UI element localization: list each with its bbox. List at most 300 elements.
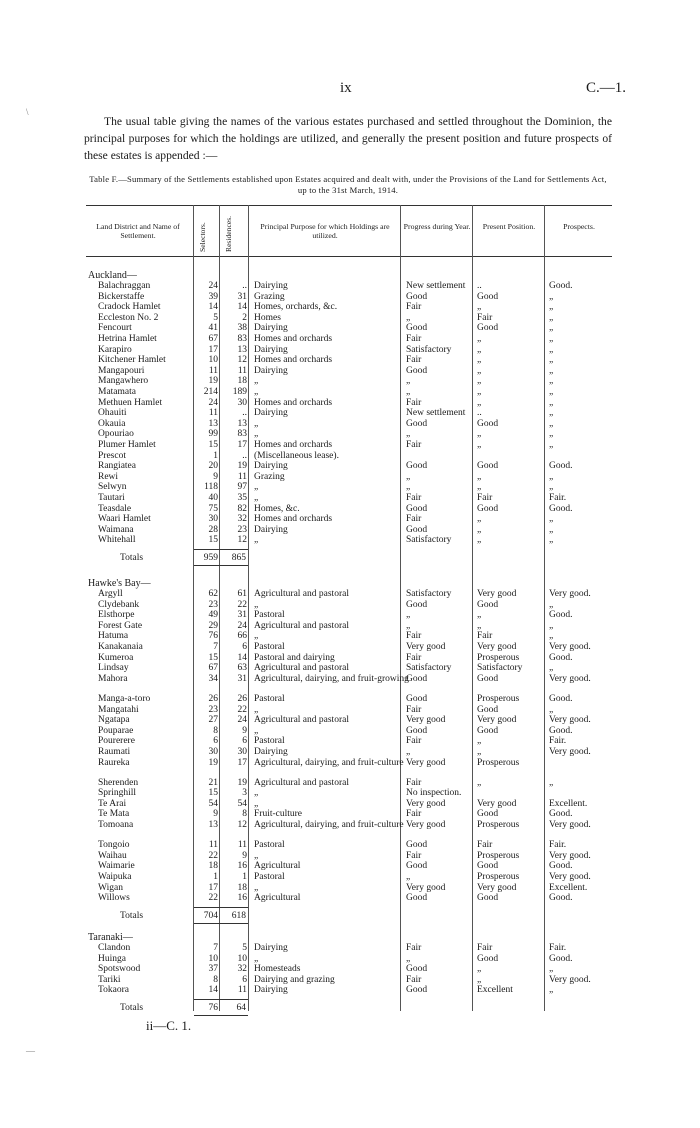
position: „	[477, 964, 482, 975]
col-head-purpose: Principal Purpose for which Holdings are utilized.	[260, 222, 390, 240]
prospects: „	[549, 620, 554, 631]
selectors-count: 23	[208, 599, 218, 610]
totals-rule	[194, 565, 248, 566]
prospects: „	[549, 323, 554, 334]
selectors-count: 23	[208, 704, 218, 715]
settlement-name: Hatuma	[98, 631, 129, 642]
purpose: „	[254, 725, 259, 736]
residences-count: 12	[237, 355, 247, 366]
residences-count: 30	[237, 397, 247, 408]
position: Fair	[477, 312, 493, 323]
progress: Fair	[406, 943, 422, 953]
selectors-count: 17	[208, 344, 218, 355]
purpose: Dairying	[254, 943, 288, 953]
progress: Good	[406, 599, 428, 610]
totals-label: Totals	[120, 553, 144, 563]
settlement-name: Ngatapa	[98, 715, 130, 726]
purpose: Dairying	[254, 365, 288, 376]
position: „	[477, 514, 482, 525]
purpose: „	[254, 704, 259, 715]
progress: Fair	[406, 850, 422, 861]
prospects: Very good.	[549, 715, 591, 726]
purpose: Agricultural and pastoral	[254, 777, 349, 788]
settlement-name: Fencourt	[98, 323, 132, 334]
totals-selectors: 76	[208, 1003, 218, 1013]
settlement-name: Teasdale	[98, 503, 132, 514]
selectors-count: 14	[208, 302, 218, 313]
settlement-name: Waipuka	[98, 872, 132, 883]
position: Good	[477, 953, 499, 964]
purpose: Pastoral and dairying	[254, 652, 335, 663]
residences-count: 13	[237, 344, 247, 355]
selectors-count: 30	[208, 746, 218, 757]
totals-label: Totals	[120, 910, 144, 921]
selectors-count: 15	[208, 652, 218, 663]
purpose: Homes	[254, 312, 281, 323]
rule-position	[472, 205, 473, 1011]
purpose: Pastoral	[254, 872, 285, 883]
residences-count: ..	[242, 281, 247, 291]
prospects: Fair.	[549, 840, 567, 851]
selectors-count: 54	[208, 798, 218, 809]
purpose: „	[254, 850, 259, 861]
settlement-name: Argyll	[98, 589, 123, 599]
progress: Satisfactory	[406, 344, 452, 355]
purpose: Homes, orchards, &c.	[254, 302, 338, 313]
settlement-name: Tomoana	[98, 820, 134, 831]
progress: „	[406, 312, 411, 323]
margin-mark: \	[26, 107, 29, 117]
purpose: Homes, &c.	[254, 503, 300, 514]
prospects: Good.	[549, 610, 573, 621]
residences-count: 35	[237, 493, 247, 503]
settlement-name: Waimarie	[98, 861, 135, 872]
purpose: Pastoral	[254, 693, 285, 704]
progress: „	[406, 387, 411, 397]
purpose: Dairying	[254, 408, 288, 419]
selectors-count: 22	[208, 893, 218, 904]
progress: Good	[406, 964, 428, 975]
selectors-count: 67	[208, 334, 218, 344]
prospects: Good.	[549, 725, 573, 736]
purpose: Dairying	[254, 985, 288, 996]
selectors-count: 7	[213, 642, 218, 652]
residences-count: 32	[237, 964, 247, 975]
position: „	[477, 302, 482, 313]
settlement-name: Tautari	[98, 493, 125, 503]
residences-count: 22	[237, 704, 247, 715]
prospects: Good.	[549, 693, 573, 704]
rule-purpose	[248, 205, 249, 1011]
selectors-count: 24	[208, 397, 218, 408]
purpose: „	[254, 535, 259, 546]
progress: „	[406, 471, 411, 482]
totals-rule	[194, 907, 248, 908]
purpose: „	[254, 376, 259, 387]
residences-count: 24	[237, 715, 247, 726]
settlement-name: Spotswood	[98, 964, 141, 975]
settlement-name: Karapiro	[98, 344, 132, 355]
selectors-count: 21	[208, 777, 218, 788]
residences-count: 19	[237, 461, 247, 472]
settlement-name: Cradock Hamlet	[98, 302, 161, 313]
selectors-count: 214	[203, 387, 218, 397]
purpose: Agricultural, dairying, and fruit-culture	[254, 757, 404, 768]
purpose: Grazing	[254, 471, 285, 482]
purpose: Agricultural and pastoral	[254, 663, 349, 674]
progress: Good	[406, 673, 428, 684]
residences-count: 5	[242, 943, 247, 953]
prospects: Good.	[549, 809, 573, 820]
residences-count: 66	[237, 631, 247, 642]
settlement-name: Prescot	[98, 450, 126, 461]
residences-count: 32	[237, 514, 247, 525]
purpose: Agricultural and pastoral	[254, 715, 349, 726]
prospects: „	[549, 514, 554, 525]
settlement-name: Mangatahi	[98, 704, 139, 715]
settlement-name: Matamata	[98, 387, 136, 397]
col-head-selectors: Selectors.	[198, 222, 207, 252]
settlement-name: Tariki	[98, 974, 121, 985]
settlement-name: Ohauiti	[98, 408, 127, 419]
progress: „	[406, 429, 411, 440]
prospects: Fair.	[549, 736, 567, 747]
progress: Good	[406, 524, 428, 535]
settlement-name: Okauia	[98, 418, 126, 429]
position: Fair	[477, 631, 493, 642]
settlement-name: Opouriao	[98, 429, 134, 440]
prospects: Excellent.	[549, 882, 588, 893]
residences-count: 16	[237, 893, 247, 904]
position: „	[477, 387, 482, 397]
settlement-name: Hetrina Hamlet	[98, 334, 157, 344]
progress: Fair	[406, 631, 422, 642]
footer-signature: ii—C. 1.	[146, 1018, 192, 1033]
selectors-count: 62	[208, 589, 218, 599]
prospects: „	[549, 471, 554, 482]
settlement-name: Pouparae	[98, 725, 134, 736]
settlement-name: Methuen Hamlet	[98, 397, 163, 408]
prospects: Good.	[549, 503, 573, 514]
position: Good	[477, 861, 499, 872]
prospects: Good.	[549, 893, 573, 904]
settlement-name: Kitchener Hamlet	[98, 355, 166, 366]
totals-residences: 865	[231, 553, 246, 563]
position: „	[477, 746, 482, 757]
settlement-name: Clydebank	[98, 599, 140, 610]
purpose: Dairying	[254, 524, 288, 535]
position: Good	[477, 893, 499, 904]
purpose: „	[254, 482, 259, 493]
prospects: Very good.	[549, 673, 591, 684]
purpose: Agricultural, dairying, and fruit-growing	[254, 673, 409, 684]
residences-count: 12	[237, 535, 247, 546]
selectors-count: 11	[208, 408, 218, 419]
prospects: „	[549, 344, 554, 355]
progress: Fair	[406, 440, 422, 450]
position: „	[477, 974, 482, 985]
rule-prospects	[544, 205, 545, 1011]
selectors-count: 11	[208, 840, 218, 851]
col-head-prospects: Prospects.	[563, 222, 595, 231]
purpose: „	[254, 882, 259, 893]
settlement-name: Eccleston No. 2	[98, 312, 159, 323]
purpose: Agricultural	[254, 893, 301, 904]
settlement-name: Manga-a-toro	[98, 693, 151, 704]
position: Good	[477, 291, 499, 302]
progress: Good	[406, 365, 428, 376]
progress: „	[406, 746, 411, 757]
selectors-count: 14	[208, 985, 218, 996]
purpose: Dairying	[254, 323, 288, 334]
selectors-count: 41	[208, 323, 218, 334]
totals-label: Totals	[120, 1003, 144, 1013]
progress: Fair	[406, 809, 422, 820]
purpose: „	[254, 631, 259, 642]
progress: Very good	[406, 715, 446, 726]
progress: Good	[406, 725, 428, 736]
settlement-name: Tokaora	[98, 985, 129, 996]
settlement-name: Clandon	[98, 943, 131, 953]
prospects: „	[549, 535, 554, 546]
prospects: Very good.	[549, 872, 591, 883]
progress: Good	[406, 323, 428, 334]
progress: Fair	[406, 302, 422, 313]
progress: Good	[406, 840, 428, 851]
totals-rule	[194, 923, 248, 924]
selectors-count: 30	[208, 514, 218, 525]
prospects: Fair.	[549, 943, 567, 953]
settlement-name: Te Mata	[98, 809, 130, 820]
settlement-name: Bickerstaffe	[98, 291, 145, 302]
position: „	[477, 610, 482, 621]
residences-count: 38	[237, 323, 247, 334]
prospects: „	[549, 631, 554, 642]
purpose: Agricultural	[254, 861, 301, 872]
position: „	[477, 365, 482, 376]
purpose: Pastoral	[254, 642, 285, 652]
prospects: „	[549, 964, 554, 975]
prospects: „	[549, 482, 554, 493]
prospects: Good.	[549, 861, 573, 872]
col-head-position: Present Position.	[482, 222, 536, 231]
prospects: „	[549, 524, 554, 535]
position: Fair	[477, 943, 493, 953]
purpose: Homes and orchards	[254, 397, 333, 408]
position: „	[477, 482, 482, 493]
residences-count: 8	[242, 809, 247, 820]
progress: „	[406, 953, 411, 964]
position: Good	[477, 461, 499, 472]
position: „	[477, 429, 482, 440]
residences-count: 31	[237, 291, 247, 302]
col-head-progress: Progress during Year.	[403, 222, 471, 231]
prospects: „	[549, 302, 554, 313]
position: „	[477, 376, 482, 387]
progress: New settlement	[406, 408, 466, 419]
prospects: „	[549, 985, 554, 996]
residences-count: 97	[237, 482, 247, 493]
selectors-count: 6	[213, 736, 218, 747]
residences-count: 82	[237, 503, 247, 514]
prospects: Excellent.	[549, 798, 588, 809]
residences-count: 2	[242, 312, 247, 323]
residences-count: 54	[237, 798, 247, 809]
settlement-name: Raureka	[98, 757, 130, 768]
page-number: ix	[340, 80, 352, 96]
progress: Satisfactory	[406, 535, 452, 546]
prospects: Very good.	[549, 589, 591, 599]
position: Excellent	[477, 985, 513, 996]
residences-count: 19	[237, 777, 247, 788]
totals-residences: 64	[236, 1003, 246, 1013]
residences-count: 26	[237, 693, 247, 704]
residences-count: 18	[237, 376, 247, 387]
selectors-count: 9	[213, 471, 218, 482]
settlement-name: Huinga	[98, 953, 126, 964]
progress: Very good	[406, 882, 446, 893]
residences-count: 3	[242, 788, 247, 799]
selectors-count: 9	[213, 809, 218, 820]
purpose: Pastoral	[254, 610, 285, 621]
residences-count: 6	[242, 736, 247, 747]
selectors-count: 29	[208, 620, 218, 631]
position: ..	[477, 408, 482, 419]
selectors-count: 17	[208, 882, 218, 893]
table-top-rule	[86, 205, 612, 206]
selectors-count: 8	[213, 725, 218, 736]
residences-count: 12	[237, 820, 247, 831]
progress: „	[406, 376, 411, 387]
settlement-name: Wigan	[98, 882, 123, 893]
progress: Good	[406, 291, 428, 302]
intro-paragraph: The usual table giving the names of the various estates purchased and settled throughout the Dominion, the principal purposes for which the holdings are utilized, and generally the present position and future prospects of these estates is appended :—	[84, 115, 612, 162]
selectors-count: 76	[208, 631, 218, 642]
prospects: „	[549, 418, 554, 429]
totals-residences: 618	[231, 910, 246, 921]
settlement-name: Mangapouri	[98, 365, 145, 376]
progress: „	[406, 872, 411, 883]
position: „	[477, 736, 482, 747]
totals-rule	[194, 999, 248, 1000]
purpose: Fruit-culture	[254, 809, 303, 820]
paper-code: C.—1.	[586, 80, 627, 96]
prospects: „	[549, 440, 554, 450]
prospects: Very good.	[549, 746, 591, 757]
progress: Good	[406, 461, 428, 472]
residences-count: 11	[237, 985, 247, 996]
prospects: „	[549, 387, 554, 397]
position: Good	[477, 809, 499, 820]
selectors-count: 15	[208, 788, 218, 799]
progress: Good	[406, 861, 428, 872]
prospects: „	[549, 355, 554, 366]
position: Very good	[477, 642, 517, 652]
progress: Fair	[406, 355, 422, 366]
prospects: Good.	[549, 461, 573, 472]
settlement-name: Rewi	[98, 471, 119, 482]
position: Satisfactory	[477, 663, 523, 674]
position: Good	[477, 418, 499, 429]
position: „	[477, 440, 482, 450]
purpose: Pastoral	[254, 840, 285, 851]
section-heading: Taranaki—	[88, 932, 133, 943]
position: Prosperous	[477, 820, 520, 831]
purpose: Agricultural and pastoral	[254, 620, 349, 631]
selectors-count: 40	[208, 493, 218, 503]
progress: Very good	[406, 642, 446, 652]
selectors-count: 28	[208, 524, 218, 535]
selectors-count: 15	[208, 440, 218, 450]
settlement-name: Kumeroa	[98, 652, 134, 663]
residences-count: 31	[237, 673, 247, 684]
residences-count: 23	[237, 524, 247, 535]
prospects: „	[549, 365, 554, 376]
residences-count: 11	[237, 840, 247, 851]
progress: „	[406, 610, 411, 621]
position: „	[477, 471, 482, 482]
residences-count: 11	[237, 471, 247, 482]
selectors-count: 1	[213, 872, 218, 883]
position: „	[477, 620, 482, 631]
residences-count: 18	[237, 882, 247, 893]
selectors-count: 27	[208, 715, 218, 726]
selectors-count: 13	[208, 820, 218, 831]
rule-residences	[219, 205, 220, 1011]
settlement-name: Mahora	[98, 673, 128, 684]
selectors-count: 118	[204, 482, 218, 493]
purpose: Pastoral	[254, 736, 285, 747]
settlement-name: Pourerere	[98, 736, 135, 747]
settlement-name: Tongoio	[98, 840, 130, 851]
progress: Satisfactory	[406, 589, 452, 599]
position: Very good	[477, 589, 517, 599]
progress: Fair	[406, 493, 422, 503]
selectors-count: 67	[208, 663, 218, 674]
residences-count: ..	[242, 408, 247, 419]
prospects: „	[549, 704, 554, 715]
progress: Good	[406, 418, 428, 429]
residences-count: 83	[237, 429, 247, 440]
totals-selectors: 959	[203, 553, 218, 563]
position: Fair	[477, 840, 493, 851]
settlement-name: Lindsay	[98, 663, 129, 674]
progress: Fair	[406, 514, 422, 525]
position: „	[477, 344, 482, 355]
settlement-name: Waimana	[98, 524, 134, 535]
residences-count: 14	[237, 302, 247, 313]
position: Very good	[477, 798, 517, 809]
settlement-name: Mangawhero	[98, 376, 149, 387]
settlement-name: Te Arai	[98, 798, 127, 809]
selectors-count: 5	[213, 312, 218, 323]
prospects: „	[549, 663, 554, 674]
purpose: „	[254, 429, 259, 440]
residences-count: 13	[237, 418, 247, 429]
col-head-residences: Residences.	[224, 215, 233, 252]
purpose: Dairying	[254, 746, 288, 757]
residences-count: 83	[237, 334, 247, 344]
purpose: „	[254, 953, 259, 964]
prospects: Good.	[549, 652, 573, 663]
purpose: „	[254, 418, 259, 429]
purpose: Homesteads	[254, 964, 301, 975]
table-caption: Table F.—Summary of the Settlements established upon Estates acquired and dealt with, under the Provisions of the Land for Settlements Act, up to the 31st March, 1914.	[89, 174, 607, 195]
position: ..	[477, 281, 482, 291]
prospects: Very good.	[549, 974, 591, 985]
residences-count: 17	[237, 757, 247, 768]
purpose: „	[254, 493, 259, 503]
